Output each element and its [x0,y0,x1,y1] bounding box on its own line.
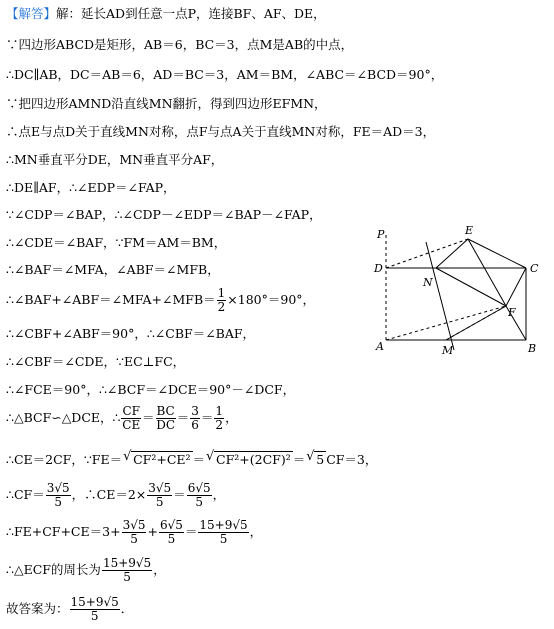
line-6: ∴MN垂直平分DE，MN垂直平分AF， [6,152,224,167]
line-7: ∴DE∥AF，∴∠EDP＝∠FAP， [6,180,176,195]
label-c: C [530,262,539,275]
segment-fm [446,306,506,340]
fraction-ce: $\frac{6√5}{5}$ [187,481,211,509]
line-17: ∴CF＝ $\frac{3√5}{5}$ ，∴CE＝2× $\frac{3√5}{5}$ ＝ $\frac{6√5}{5}$ ， [6,481,226,509]
line-13: ∴∠CBF＝∠CDE，∵EC⊥FC， [6,354,186,369]
sqrt-five: √ 5 [314,451,326,468]
fraction-perimeter: $\frac{15+9√5}{5}$ [102,556,152,584]
segment-cf [506,268,526,306]
line-11: ∴∠BAF+∠ABF＝∠MFA+∠MFB＝ $\frac{1}{2}$ ×180°＝90°， [6,286,316,314]
fraction-cf: $\frac{3√5}{5}$ [46,481,70,509]
dashed-af [386,306,506,340]
line-5: ∴点E与点D关于直线MN对称，点F与点A关于直线MN对称，FE＝AD＝3， [6,124,436,139]
fraction-sum-a: $\frac{3√5}{5}$ [122,518,146,546]
fraction-bc-dc: $\frac{BC}{DC}$ [156,404,176,432]
fraction-answer: $\frac{15+9√5}{5}$ [70,595,119,623]
fraction-1-2: $\frac{1}{2}$ [215,404,224,432]
segment-ne [436,239,468,268]
line-1: 【解答】解：延长AD到任意一点P，连接BF、AF、DE， [6,6,326,21]
line-4: ∵把四边形AMND沿直线MN翻折，得到四边形EFMN， [6,96,327,111]
fraction-cf-ce: $\frac{CF}{CE}$ [122,404,141,432]
answer-tag: 【解答】 [6,6,57,21]
dashed-de [386,239,468,268]
line-2: ∵四边形ABCD是矩形，AB＝6，BC＝3，点M是AB的中点， [6,37,354,52]
line-10: ∴∠BAF＝∠MFA，∠ABF＝∠MFB， [6,262,220,277]
line-mn [426,242,454,350]
line-20: 故答案为： $\frac{15+9√5}{5}$ ． [6,595,134,623]
label-b: B [528,342,537,355]
fraction-half: $\frac{1}{2}$ [217,286,226,314]
label-m: M [442,344,454,357]
line-18: ∴FE+CF+CE＝3+ $\frac{3√5}{5}$ + $\frac{6√5}{5}$ ＝ $\frac{15+9√5}{5}$ ， [6,518,263,546]
fraction-sum-total: $\frac{15+9√5}{5}$ [199,518,248,546]
line-9: ∴∠CDE＝∠BAF，∵FM＝AM＝BM， [6,235,227,250]
label-d: D [374,262,383,275]
sqrt-expression-2: √ CF²+(2CF)² [214,451,293,468]
line-3: ∴DC∥AB，DC＝AB＝6，AD＝BC＝3，AM＝BM，∠ABC＝∠BCD＝90°， [6,67,444,82]
label-p: P [377,228,385,241]
fraction-3-6: $\frac{3}{6}$ [191,404,199,432]
fraction-sum-b: $\frac{6√5}{5}$ [159,518,183,546]
label-n: N [423,276,433,289]
label-f: F [508,306,516,319]
line-14: ∴∠FCE＝90°，∴∠BCF＝∠DCE＝90°－∠DCF， [6,382,296,397]
line-15: ∴△BCF∽△DCE，∴ $\frac{CF}{CE}$ ＝ $\frac{BC}{DC}$ ＝ $\frac{3}{6}$ ＝ $\frac{1}{2}$ ， [6,404,238,432]
line-19: ∴△ECF的周长为 $\frac{15+9√5}{5}$ ， [6,556,166,584]
label-e: E [465,224,474,237]
line-8: ∵∠CDP＝∠BAP，∴∠CDP－∠EDP＝∠BAP－∠FAP， [6,207,322,222]
fraction-cf-2: $\frac{3√5}{5}$ [148,481,172,509]
line-16: ∴CE＝2CF，∵FE＝√ CF²+CE² ＝√ CF²+(2CF)² ＝√ 5 CF＝3， [6,451,377,468]
geometry-diagram [364,220,549,360]
sqrt-expression-1: √ CF²+CE² [131,451,192,468]
label-a: A [376,340,384,353]
line-12: ∴∠CBF+∠ABF＝90°，∴∠CBF＝∠BAF， [6,326,256,341]
